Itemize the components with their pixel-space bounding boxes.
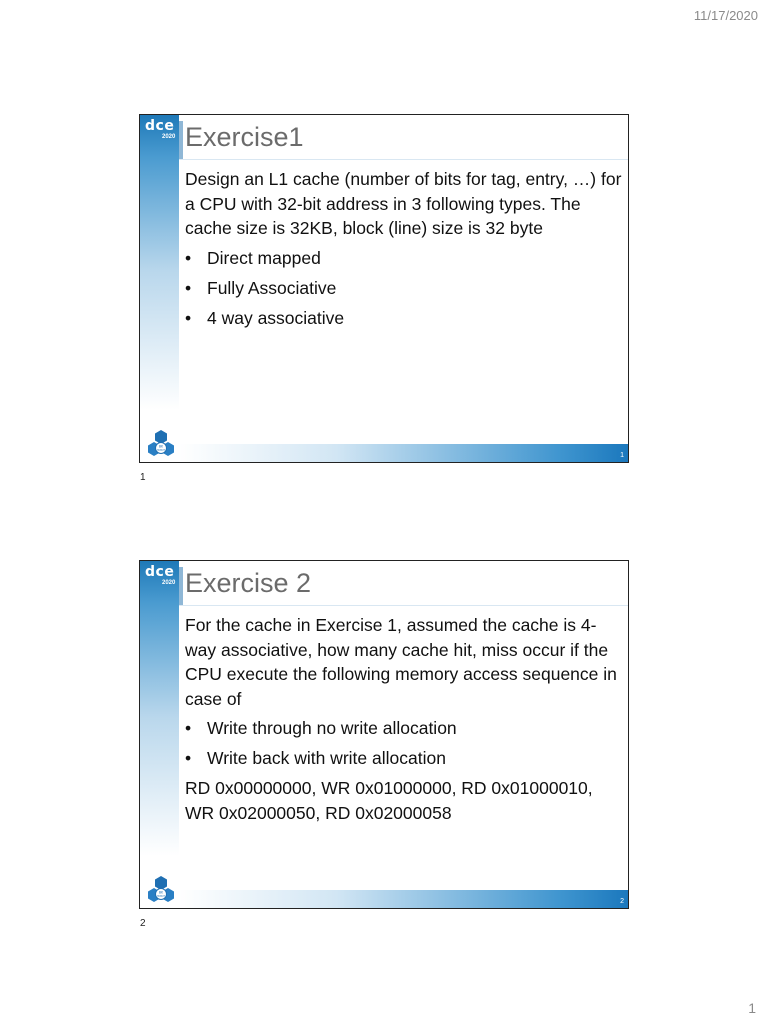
bullet-item: • Write back with write allocation: [185, 746, 625, 771]
slide-footer-bar: [179, 890, 628, 908]
bullet-item: • Write through no write allocation: [185, 716, 625, 741]
bullet-item: • Fully Associative: [185, 276, 625, 301]
slide-left-band: [140, 115, 179, 462]
slide-caption: 1: [140, 472, 146, 483]
slide-paragraph: Design an L1 cache (number of bits for tag, entry, …) for a CPU with 32-bit address in 3 following types. The cache size is 32KB, block (line) size is 32 byte: [185, 169, 622, 238]
slide-footer-bar: [179, 444, 628, 462]
slide-body: [185, 613, 625, 830]
slide-paragraph: For the cache in Exercise 1, assumed the cache is 4-way associative, how many cache hit, miss occur if the CPU execute the following memory access sequence in case of: [185, 615, 617, 709]
dce-logo: dce: [145, 564, 175, 580]
bullet-list: [185, 246, 625, 331]
slide-number: 1: [620, 452, 624, 459]
slide-body: [185, 167, 625, 336]
slide-number: 2: [620, 898, 624, 905]
svg-text:HCMUT: HCMUT: [157, 449, 165, 452]
dce-logo-year: 2020: [162, 134, 176, 140]
svg-text:BK: BK: [158, 444, 164, 449]
bullet-list: [185, 716, 625, 771]
university-logo-icon: [146, 429, 176, 459]
slide-left-band: [140, 561, 179, 908]
print-date: 11/17/2020: [693, 8, 758, 23]
svg-text:BK: BK: [158, 890, 164, 895]
access-sequence: RD 0x00000000, WR 0x01000000, RD 0x01000010, WR 0x02000050, RD 0x02000058: [185, 778, 593, 823]
bullet-item: • 4 way associative: [185, 306, 625, 331]
slide-title: Exercise 2: [185, 568, 312, 598]
svg-text:HCMUT: HCMUT: [157, 895, 165, 898]
dce-logo-year: 2020: [162, 580, 176, 586]
slide-caption: 2: [140, 918, 146, 929]
slide-1: [139, 114, 629, 463]
university-logo-icon: [146, 875, 176, 905]
page-number: 1: [748, 1000, 756, 1016]
slide-2: [139, 560, 629, 909]
bullet-item: • Direct mapped: [185, 246, 625, 271]
slide-title: Exercise1: [185, 122, 304, 152]
dce-logo: dce: [145, 118, 175, 134]
